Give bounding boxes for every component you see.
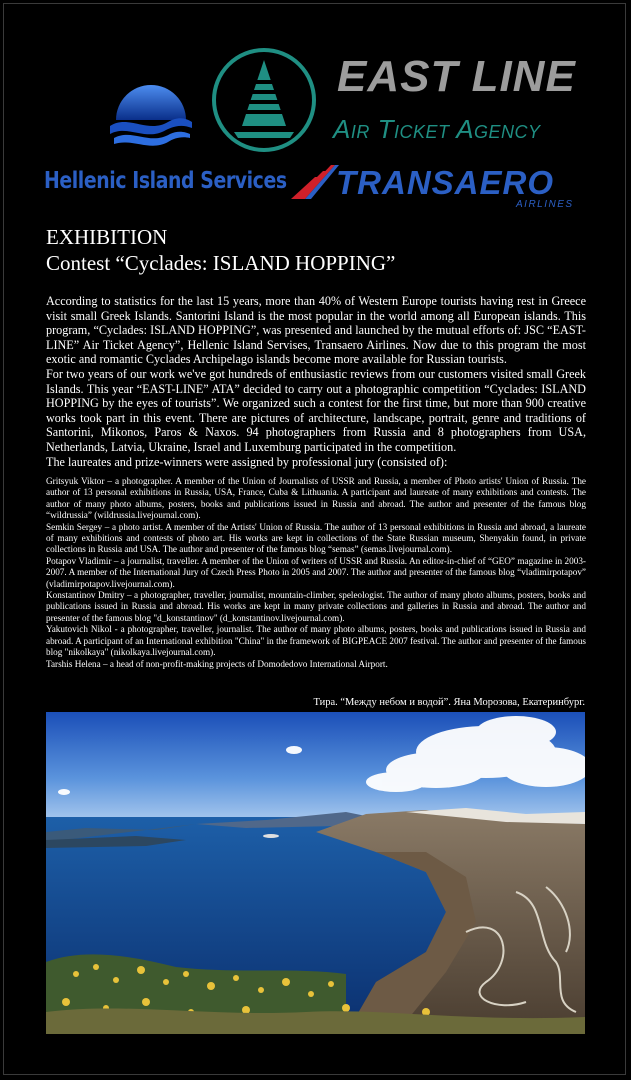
landscape-image bbox=[46, 712, 585, 1034]
photo-caption: Тира. “Между небом и водой”. Яна Морозова, Екатеринбург. bbox=[313, 697, 585, 708]
exhibition-heading: EXHIBITION bbox=[46, 225, 168, 249]
jury-list bbox=[46, 476, 586, 670]
eastline-logo-title: EAST LINE bbox=[337, 52, 576, 101]
transaero-logo-text: TRANSAERO bbox=[336, 164, 555, 201]
wing-stripes-icon bbox=[291, 165, 339, 199]
jury-member: Potapov Vladimir – a journalist, traveller. A member of the Union of writers of USSR and Russia. An editor-in-chief of “GEO” magazine in 2003-2007. A member of the International Jury of Czech Press Photo in 2005 and 2007. The author and presenter of the famous blog “vladimirpotapov” (vladimirpotapov.livejournal.com). bbox=[46, 555, 586, 589]
santorini-photo bbox=[46, 712, 585, 1034]
intro-paragraph: The laureates and prize-winners were assigned by professional jury (consisted of): bbox=[46, 454, 448, 469]
jury-member: Yakutovich Nikol - a photographer, traveller, journalist. The author of many photo albums, posters, books and publications issued in Russia and abroad. A participant of an International exhibition "China" in the framework of BIGPEACE 2007 festival. The author and presenter of the famous blog "nikolkaya" (nikolkaya.livejournal.com). bbox=[46, 624, 586, 658]
jury-member: Semkin Sergey – a photo artist. A member of the Artists' Union of Russia. The author of 13 personal exhibitions in Russia and abroad, a laureate of many exhibitions and contests of photo art. His works are kept in collections of the State Russian museum, Shenyakin found, in private collections in Russia and USA. The author and presenter of the famous blog “semas” (semas.livejournal.com). bbox=[46, 521, 586, 555]
intro-paragraph: According to statistics for the last 15 years, more than 40% of Western Europe tourists having rest in Greece visit small Greek Islands. Santorini Island is the most popular in the world among all European islands. This program, “Cyclades: ISLAND HOPPING”, was presented and launched by the mutual efforts of: JSC “EAST-LINE” Air Ticket Agency”, Hellenic Island Servises, Transaero Airlines. Now due to this program the most exotic and romantic Cyclades Archipelago islands become more available for Russian tourists. bbox=[46, 294, 586, 367]
jury-member: Gritsyuk Viktor – a photographer. A member of the Union of Journalists of USSR and Russia, a member of Photo artists' Union of Russia. The author of 13 personal exhibitions in Russia, USA, France, Cuba & Lithuania. A participant and laureate of many exhibitions and contests. The author of many photo albums, posters, books and publications issued in Russia and abroad. The author and presenter of the famous blog “wildrussia” (wildrussia.livejournal.com). bbox=[46, 476, 586, 521]
logo-area bbox=[0, 0, 631, 215]
sail-circle-icon bbox=[210, 46, 318, 154]
contest-heading: Contest “Cyclades: ISLAND HOPPING” bbox=[46, 251, 396, 275]
transaero-logo-subtitle: AIRLINES bbox=[516, 199, 574, 210]
hellenic-logo-text: Hellenic Island Services bbox=[44, 168, 287, 194]
intro-paragraph: For two years of our work we've got hundreds of enthusiastic reviews from our customers visited small Greek Islands. This year “EAST-LINE” ATA” decided to carry out a photographic competition “Cyclades: ISLAND HOPPING by the eyes of tourists”. We organized such a contest for the first time, but more than 900 creative works took part in this event. There are pictures of architecture, landscape, portrait, genre and traditions of Santorini, Mikonos, Paros & Naxos. 94 photographers from Russia and 8 photographers from USA, Netherlands, Latvia, Ukraine, Israel and Luxemburg participated in the competition. bbox=[46, 366, 586, 454]
intro-text bbox=[46, 294, 586, 469]
jury-member: Tarshis Helena – a head of non-profit-making projects of Domodedovo International Airport. bbox=[46, 658, 388, 669]
jury-member: Konstantinov Dmitry – a photographer, traveller, journalist, mountain-climber, speleologist. The author of many photo albums, posters, books and publications issued in Russia and abroad. His works are kept in many private collections and galleries in Russia and abroad. The author and presenter of the famous blog "d_konstantinov" (d_konstantinov.livejournal.com). bbox=[46, 590, 586, 623]
eastline-logo-subtitle: Air Ticket Agency bbox=[333, 114, 541, 144]
wave-sun-icon bbox=[108, 82, 194, 154]
